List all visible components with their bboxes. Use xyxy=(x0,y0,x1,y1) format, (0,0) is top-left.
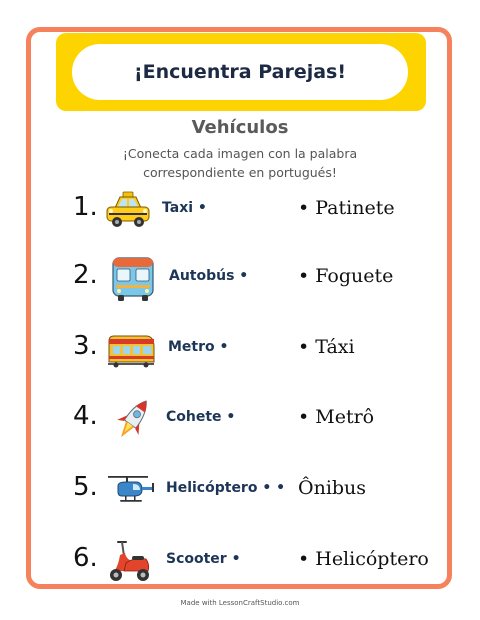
portuguese-match: • Foguete xyxy=(298,265,394,287)
taxi-icon xyxy=(103,186,153,236)
metro-train-icon xyxy=(106,325,156,375)
page-title: ¡Encuentra Parejas! xyxy=(133,61,347,83)
vehicle-word: Cohete • xyxy=(166,409,236,425)
match-row-1 xyxy=(0,186,480,236)
item-number: 4. xyxy=(73,401,98,431)
vehicle-word: Metro • xyxy=(168,339,229,355)
item-number: 3. xyxy=(73,331,98,361)
match-row-6 xyxy=(0,537,480,587)
vehicle-word: Helicóptero • • xyxy=(166,480,286,496)
helicopter-icon xyxy=(106,466,156,516)
instructions-line-1: ¡Conecta cada imagen con la palabra xyxy=(122,146,358,161)
match-row-2 xyxy=(0,254,480,304)
portuguese-match: Ônibus xyxy=(298,477,367,499)
match-row-5 xyxy=(0,466,480,516)
item-number: 2. xyxy=(73,260,98,290)
item-number: 1. xyxy=(73,192,98,222)
vehicle-word: Taxi • xyxy=(162,200,207,216)
portuguese-match: • Patinete xyxy=(298,197,395,219)
footer-credit: Made with LessonCraftStudio.com xyxy=(180,599,300,607)
scooter-icon xyxy=(104,537,154,587)
match-row-4 xyxy=(0,395,480,445)
portuguese-match: • Táxi xyxy=(298,336,355,358)
item-number: 5. xyxy=(73,472,98,502)
match-row-3 xyxy=(0,325,480,375)
vehicle-word: Scooter • xyxy=(166,551,241,567)
rocket-icon xyxy=(108,395,158,445)
portuguese-match: • Metrô xyxy=(298,406,375,428)
worksheet-subtitle: Vehículos xyxy=(191,117,289,138)
title-pill xyxy=(72,44,408,100)
instructions-line-2: correspondiente en portugués! xyxy=(143,165,337,180)
portuguese-match: • Helicóptero xyxy=(298,548,429,570)
vehicle-word: Autobús • xyxy=(169,268,249,284)
item-number: 6. xyxy=(73,543,98,573)
bus-icon xyxy=(108,254,158,304)
